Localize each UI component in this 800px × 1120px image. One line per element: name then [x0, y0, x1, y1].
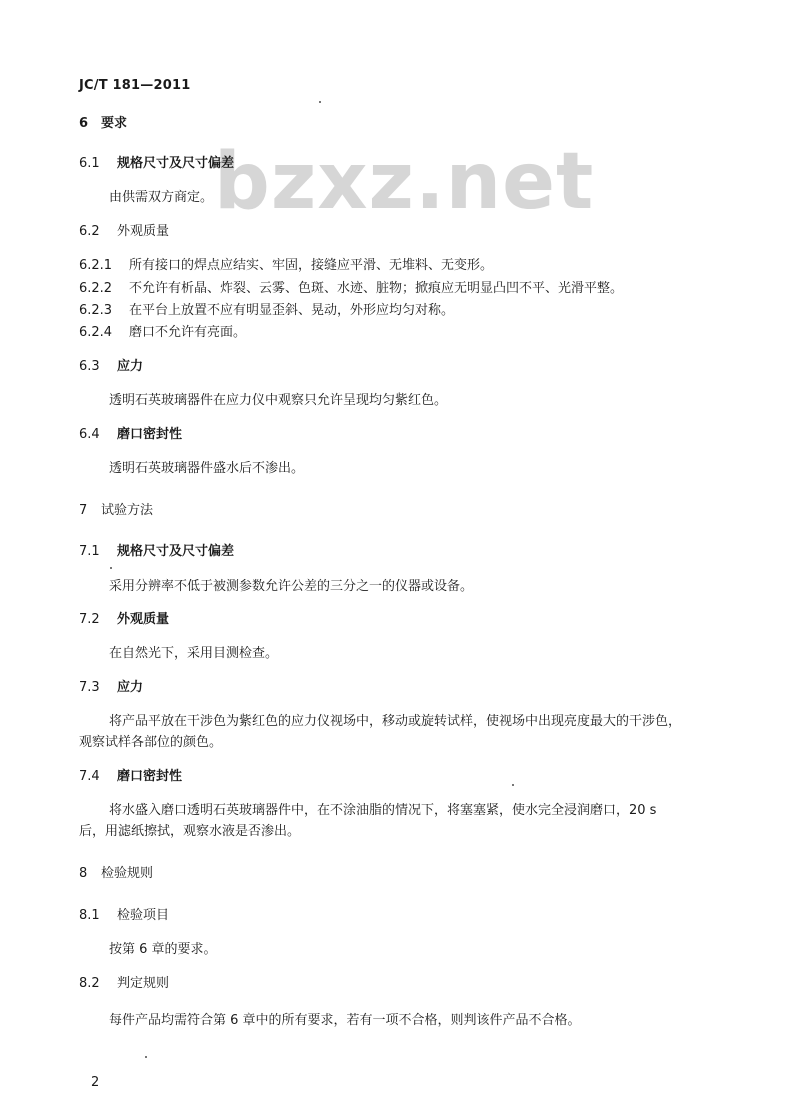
section-8-heading — [79, 865, 153, 883]
section-7-3-heading — [79, 679, 143, 697]
section-title: 检验规则 — [101, 866, 154, 881]
clause-6-2-2 — [79, 280, 623, 298]
scan-speck — [512, 784, 514, 786]
section-number: 6.2 — [79, 224, 100, 239]
section-title: 检验项目 — [117, 908, 170, 923]
paragraph-6-1: 由供需双方商定。 — [109, 190, 214, 205]
section-number: 6.3 — [79, 359, 100, 374]
paragraph-6-4: 透明石英玻璃器件盛水后不渗出。 — [109, 461, 305, 476]
paragraph-7-4-line-2: 后，用滤纸擦拭，观察水液是否渗出。 — [79, 824, 301, 839]
paragraph-8-1: 按第 6 章的要求。 — [109, 942, 217, 957]
section-title: 外观质量 — [117, 224, 170, 239]
clause-6-2-1 — [79, 257, 493, 275]
paragraph-7-3-line-2: 观察试样各部位的颜色。 — [79, 735, 223, 750]
paragraph-7-3-line-1: 将产品平放在干涉色为紫红色的应力仪视场中，移动或旋转试样，使视场中出现亮度最大的干涉色， — [109, 714, 682, 729]
section-6-2-heading — [79, 223, 169, 241]
standard-header: JC/T 181—2011 — [79, 78, 191, 93]
paragraph-7-2: 在自然光下，采用目测检查。 — [109, 646, 279, 661]
section-7-4-heading — [79, 768, 182, 786]
section-title: 应力 — [117, 680, 144, 695]
clause-text: 所有接口的焊点应结实、牢固，接缝应平滑、无堆料、无变形。 — [129, 258, 494, 273]
section-number: 7.3 — [79, 680, 100, 695]
scan-speck — [145, 1056, 147, 1058]
clause-text: 磨口不允许有亮面。 — [129, 325, 247, 340]
section-number: 6.1 — [79, 156, 100, 171]
paragraph-6-3: 透明石英玻璃器件在应力仪中观察只允许呈现均匀紫红色。 — [109, 393, 448, 408]
section-number: 8.1 — [79, 908, 100, 923]
section-number: 8 — [79, 866, 88, 881]
section-title: 磨口密封性 — [117, 769, 183, 784]
section-number: 7.1 — [79, 544, 100, 559]
section-6-3-heading — [79, 358, 143, 376]
clause-number: 6.2.1 — [79, 258, 113, 273]
clause-number: 6.2.2 — [79, 281, 113, 296]
paragraph-8-2: 每件产品均需符合第 6 章中的所有要求，若有一项不合格，则判该件产品不合格。 — [109, 1013, 581, 1028]
section-6-4-heading — [79, 426, 182, 444]
section-title: 磨口密封性 — [117, 427, 183, 442]
paragraph-7-1: 采用分辨率不低于被测参数允许公差的三分之一的仪器或设备。 — [109, 579, 474, 594]
section-title: 应力 — [117, 359, 144, 374]
section-title: 规格尺寸及尺寸偏差 — [117, 156, 235, 171]
paragraph-7-4-line-1: 将水盛入磨口透明石英玻璃器件中，在不涂油脂的情况下，将塞塞紧，使水完全浸润磨口，20 s — [109, 803, 657, 818]
section-number: 6.4 — [79, 427, 100, 442]
scan-speck — [319, 101, 321, 103]
clause-number: 6.2.4 — [79, 325, 113, 340]
scan-speck — [110, 567, 112, 569]
section-title: 规格尺寸及尺寸偏差 — [117, 544, 235, 559]
section-number: 7.4 — [79, 769, 100, 784]
section-number: 7 — [79, 503, 88, 518]
section-title: 外观质量 — [117, 612, 170, 627]
section-7-1-heading — [79, 543, 234, 561]
clause-6-2-4 — [79, 324, 246, 342]
section-7-2-heading — [79, 611, 169, 629]
clause-number: 6.2.3 — [79, 303, 113, 318]
clause-6-2-3 — [79, 302, 454, 320]
section-number: 6 — [79, 116, 89, 131]
clause-text: 不允许有析晶、炸裂、云雾、色斑、水迹、脏物；掀痕应无明显凸凹不平、光滑平整。 — [129, 281, 624, 296]
section-6-heading — [79, 115, 127, 133]
section-number: 7.2 — [79, 612, 100, 627]
watermark: bzxz.net — [214, 137, 595, 227]
page-number: 2 — [91, 1075, 100, 1090]
section-8-2-heading — [79, 975, 169, 993]
section-7-heading — [79, 502, 153, 520]
section-8-1-heading — [79, 907, 169, 925]
section-title: 判定规则 — [117, 976, 170, 991]
clause-text: 在平台上放置不应有明显歪斜、晃动，外形应均匀对称。 — [129, 303, 455, 318]
section-number: 8.2 — [79, 976, 100, 991]
section-title: 要求 — [101, 116, 128, 131]
section-title: 试验方法 — [101, 503, 154, 518]
section-6-1-heading — [79, 155, 234, 173]
